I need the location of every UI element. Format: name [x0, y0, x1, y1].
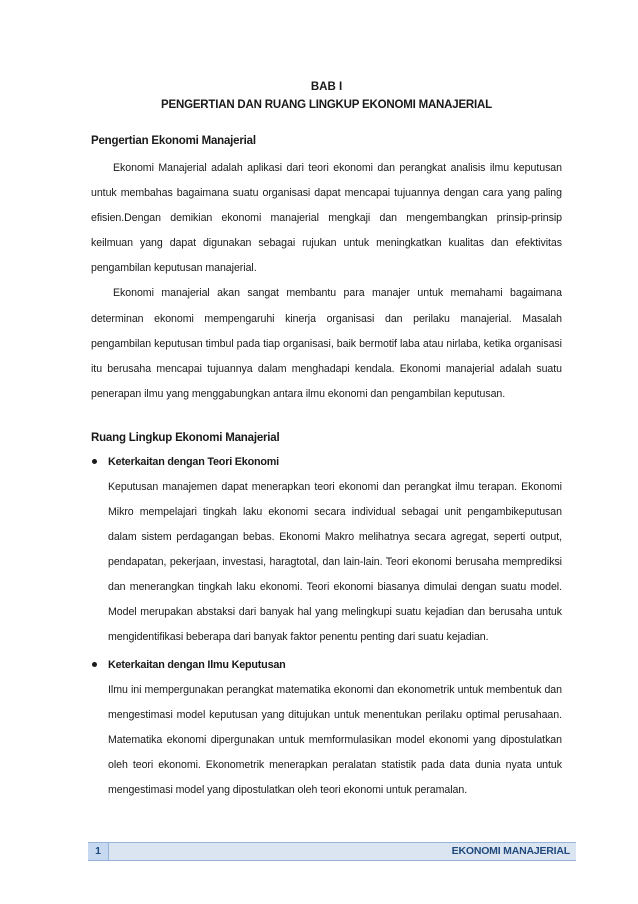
list-item-text: Ilmu ini mempergunakan perangkat matematika ekonomi dan ekonometrik untuk membentuk dan mengestimasi model keputusan yang ditujukan untuk menentukan perilaku optimal perusahaan. Matematika ekonomi dipergunakan untuk memformulasikan model ekonomi yang dipostulatkan oleh teori ekonomi. Ekonometrik menerapkan peralatan statistik pada data dunia nyata untuk mengestimasi model yang dipostulatkan oleh teori ekonomi untuk peramalan.	[108, 683, 562, 796]
list-item	[91, 656, 562, 803]
scope-list	[91, 453, 562, 803]
list-item-title: Keterkaitan dengan Ilmu Keputusan	[108, 658, 286, 671]
paragraph: Ekonomi manajerial akan sangat membantu para manajer untuk memahami bagaimana determinan ekonomi mempengaruhi kinerja organisasi dan perilaku manajerial. Masalah pengambilan keputusan timbul pada tiap organisasi, baik bermotif laba atau nirlaba, ketika organisasi itu berusaha mencapai tujuannya dalam menghadapi kendala. Ekonomi manajerial adalah suatu penerapan ilmu yang menggabungkan antara ilmu ekonomi dan pengambilan keputusan.	[91, 287, 562, 400]
bullet-icon	[92, 662, 97, 667]
page-content	[91, 78, 562, 809]
chapter-title: PENGERTIAN DAN RUANG LINGKUP EKONOMI MANAJERIAL	[161, 99, 492, 111]
list-item-title: Keterkaitan dengan Teori Ekonomi	[108, 455, 279, 468]
paragraph: Ekonomi Manajerial adalah aplikasi dari teori ekonomi dan perangkat analisis ilmu keputusan untuk membahas bagaimana suatu organisasi dapat mencapai tujuannya dengan cara yang paling efisien.Dengan demikian ekonomi manajerial mengkaji dan mengembangkan prinsip-prinsip keilmuan yang dapat digunakan sebagai rujukan untuk meningkatkan kualitas dan efektivitas pengambilan keputusan manajerial.	[91, 162, 562, 275]
list-item-text: Keputusan manajemen dapat menerapkan teori ekonomi dan perangkat ilmu terapan. Ekonomi Mikro mempelajari tingkah laku ekonomi secara individual sebagai unit pengambikeputusan dalam sistem perdagangan bebas. Ekonomi Makro melihatnya secara agregat, seperti output, pendapatan, pekerjaan, investasi, haragtotal, dan lain-lain. Teori ekonomi berusaha memprediksi dan menerangkan tingkah laku ekonomi. Teori ekonomi biasanya dimulai dengan suatu model. Model merupakan abstaksi dari banyak hal yang melingkupi suatu kejadian dan berusaha untuk mengidentifikasi beberapa dari banyak faktor penentu penting dari suatu kejadian.	[108, 480, 562, 643]
section-heading-ruang-lingkup: Ruang Lingkup Ekonomi Manajerial	[91, 431, 280, 444]
list-item	[91, 453, 562, 650]
footer-title: EKONOMI MANAJERIAL	[451, 845, 570, 857]
bullet-icon	[92, 459, 97, 464]
page-number: 1	[88, 843, 109, 860]
page-footer	[88, 842, 576, 861]
section-heading-pengertian: Pengertian Ekonomi Manajerial	[91, 135, 256, 147]
chapter-number: BAB I	[310, 81, 343, 93]
